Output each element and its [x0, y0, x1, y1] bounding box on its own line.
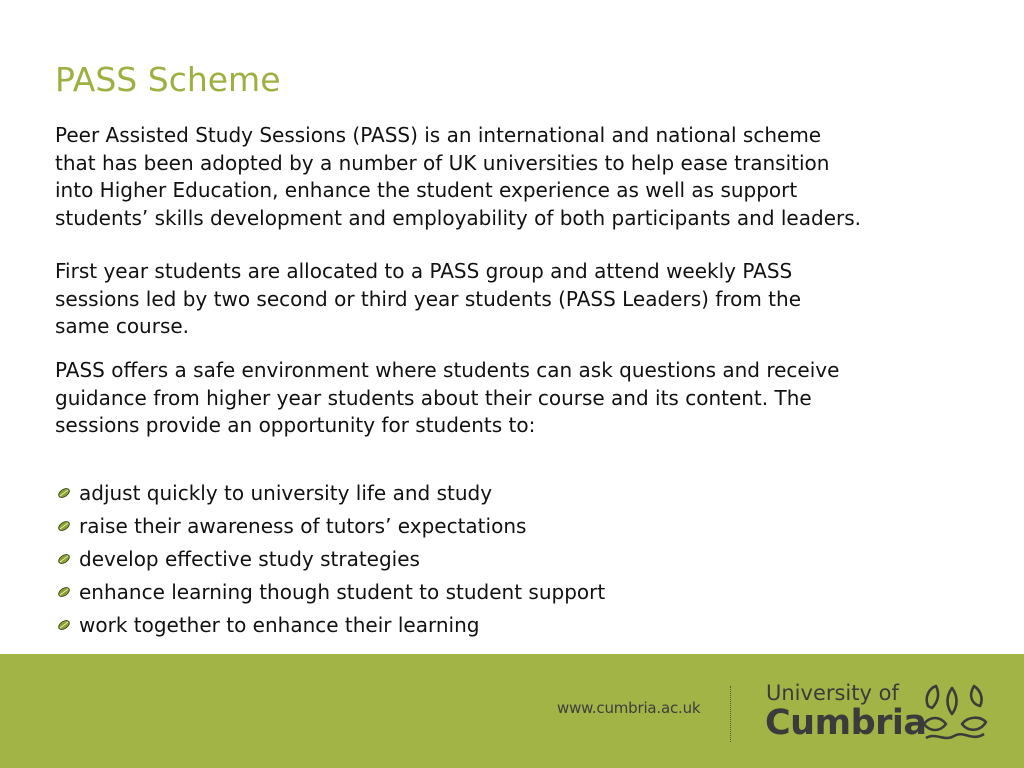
footer-url[interactable]: www.cumbria.ac.uk: [557, 699, 701, 717]
list-item-text: enhance learning though student to student support: [79, 579, 606, 604]
list-item: [55, 542, 605, 575]
leaf-icon: [55, 552, 79, 566]
leaf-cluster-icon: [922, 684, 988, 746]
logo-text-cumbria: Cumbria: [765, 703, 927, 743]
footer-divider: [730, 686, 731, 742]
list-item-text: raise their awareness of tutors’ expectations: [79, 513, 527, 538]
allocation-paragraph: First year students are allocated to a PASS group and attend weekly PASS sessions led by two second or third year students (PASS Leaders) from the same course.: [55, 259, 802, 338]
list-item-text: adjust quickly to university life and study: [79, 480, 493, 505]
list-item-text: develop effective study strategies: [79, 546, 420, 571]
environment-paragraph: PASS offers a safe environment where students can ask questions and receive guidance from higher year students about their course and its content. The sessions provide an opportunity for students to:: [55, 358, 840, 437]
logo-text-university-of: University of: [766, 681, 899, 705]
leaf-icon: [55, 486, 79, 500]
leaf-icon: [55, 519, 79, 533]
benefits-list: [55, 476, 605, 641]
intro-paragraph: Peer Assisted Study Sessions (PASS) is an international and national scheme that has been adopted by a number of UK universities to help ease transition into Higher Education, enhance the student experience as well as support students’ skills development and employability of both participants and leaders.: [55, 123, 861, 230]
list-item: [55, 608, 605, 641]
slide-title: PASS Scheme: [55, 60, 281, 99]
list-item: [55, 509, 605, 542]
leaf-icon: [55, 585, 79, 599]
list-item: [55, 575, 605, 608]
leaf-icon: [55, 618, 79, 632]
list-item-text: work together to enhance their learning: [79, 612, 480, 637]
footer-band: [0, 654, 1024, 768]
list-item: [55, 476, 605, 509]
